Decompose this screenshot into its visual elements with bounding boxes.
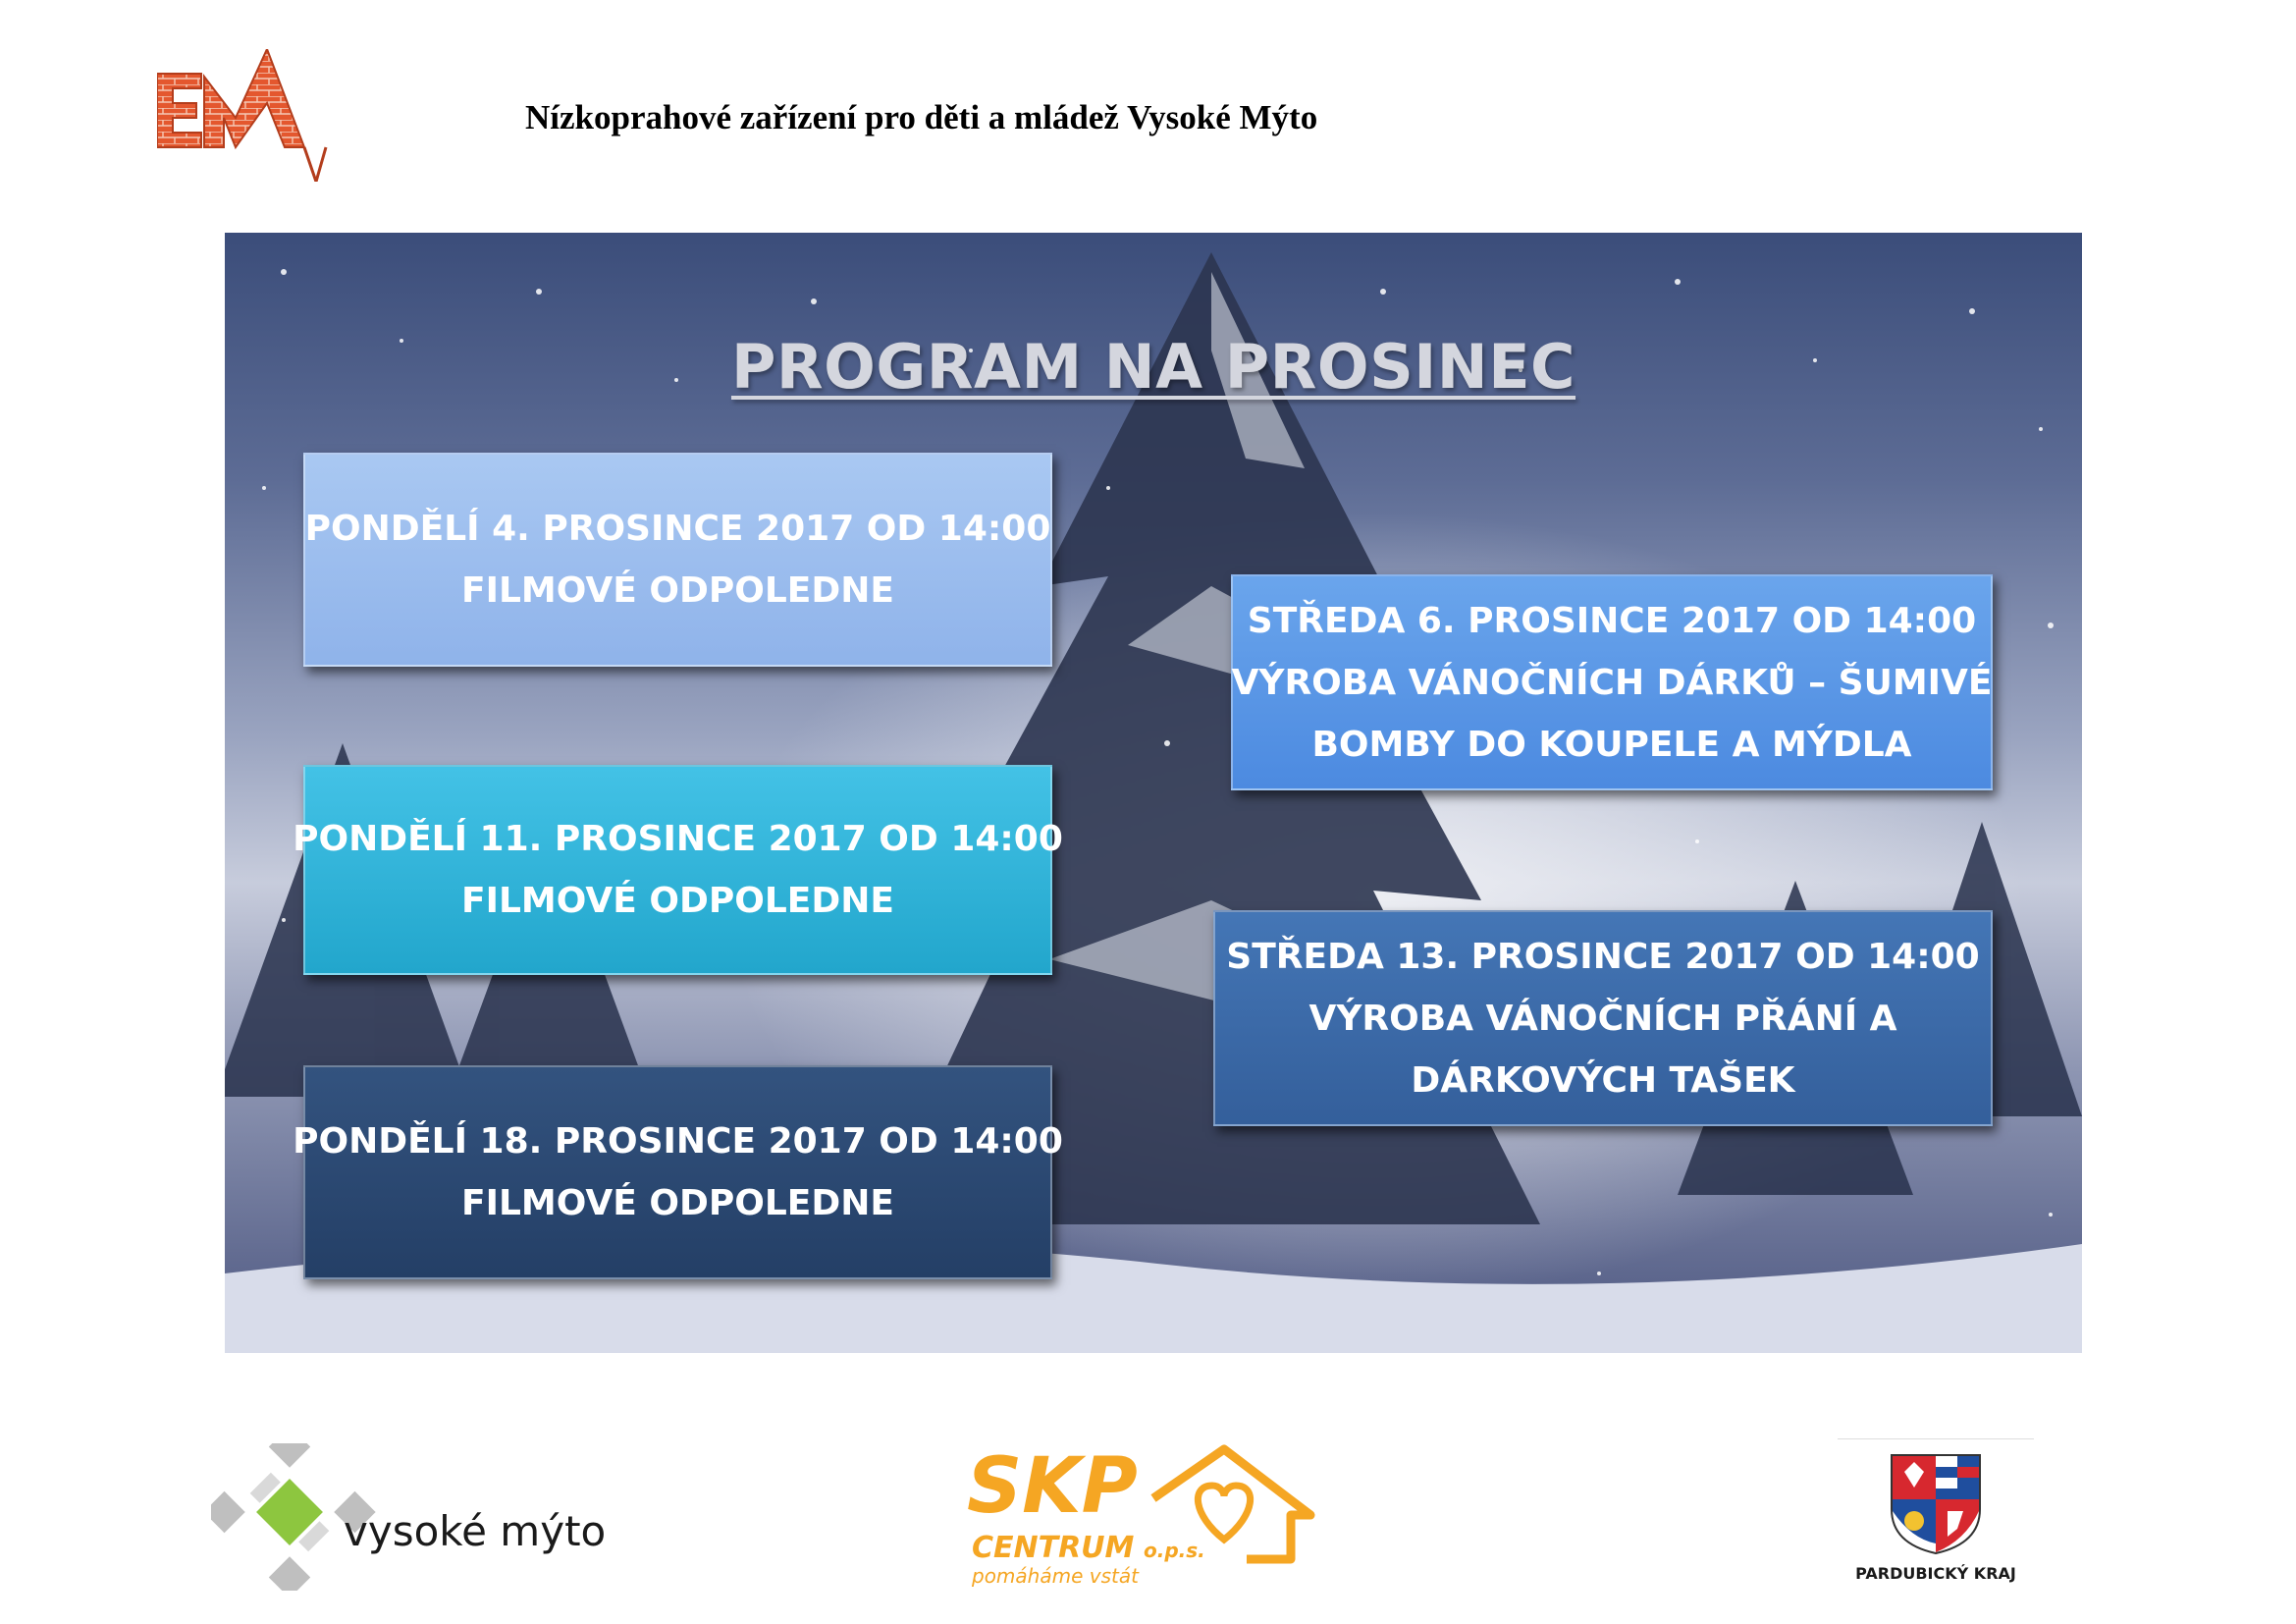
coat-of-arms-icon — [1887, 1450, 1985, 1558]
pardubicky-kraj-text: PARDUBICKÝ KRAJ — [1855, 1564, 2016, 1583]
emko-logo — [157, 49, 422, 182]
event-card — [303, 453, 1052, 667]
skp-ops: o.p.s. — [1144, 1539, 1205, 1562]
event-card — [293, 765, 1063, 975]
event-date: STŘEDA 6. PROSINCE 2017 OD 14:00 — [1247, 600, 1977, 641]
poster — [225, 233, 2082, 1353]
event-description: DÁRKOVÝCH TAŠEK — [1411, 1059, 1795, 1101]
event-date: STŘEDA 13. PROSINCE 2017 OD 14:00 — [1226, 936, 1980, 977]
event-date: PONDĚLÍ 11. PROSINCE 2017 OD 14:00 — [293, 819, 1063, 859]
event-description: VÝROBA VÁNOČNÍCH PŘÁNÍ A — [1308, 998, 1897, 1039]
skp-name: SKP — [967, 1442, 1138, 1531]
event-description: BOMBY DO KOUPELE A MÝDLA — [1311, 724, 1912, 765]
event-description: VÝROBA VÁNOČNÍCH DÁRKŮ – ŠUMIVÉ — [1231, 662, 1993, 703]
skp-centrum: CENTRUM — [972, 1531, 1135, 1565]
vysoke-myto-text: vysoké mýto — [344, 1507, 607, 1555]
event-description: FILMOVÉ ODPOLEDNE — [461, 881, 894, 921]
event-card — [1213, 910, 1993, 1126]
event-description: FILMOVÉ ODPOLEDNE — [461, 1183, 894, 1223]
event-date: PONDĚLÍ 4. PROSINCE 2017 OD 14:00 — [304, 509, 1051, 549]
skp-centrum-logo — [967, 1441, 1320, 1598]
event-description: FILMOVÉ ODPOLEDNE — [461, 570, 894, 611]
poster-title: PROGRAM NA PROSINEC — [730, 331, 1576, 403]
event-card — [293, 1065, 1063, 1279]
skp-motto: pomáháme vstát — [972, 1564, 1139, 1588]
event-card — [1231, 574, 1993, 790]
header-title: Nízkoprahové zařízení pro děti a mládež Vysoké Mýto — [525, 98, 1318, 136]
event-date: PONDĚLÍ 18. PROSINCE 2017 OD 14:00 — [293, 1121, 1063, 1162]
